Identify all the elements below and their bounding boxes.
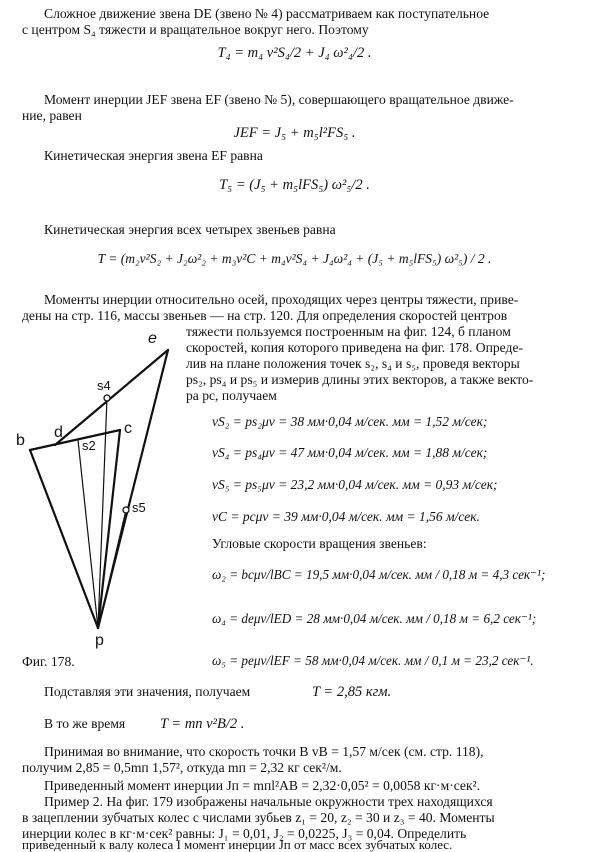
- formula-t5: T₅ = (J₅ + m₅lFS₅) ω²₅/2 .: [219, 177, 370, 193]
- text-line: Моменты инерции относительно осей, проходящих через центры тяжести, приве-: [44, 292, 519, 307]
- label-b: b: [16, 432, 25, 449]
- text-line: инерции колес в кг·м·сек² равны: J₁ = 0,01, J₂ = 0,0225, J₃ = 0,04. Определить: [22, 826, 467, 841]
- text-line: Сложное движение звена DE (звено № 4) рассматриваем как поступательное: [44, 6, 490, 21]
- text-line: Угловые скорости вращения звеньев:: [212, 536, 427, 551]
- text-line: Кинетическая энергия всех четырех звеньев равна: [44, 222, 336, 237]
- text-line: тяжести пользуемся построенным на фиг. 124, б планом: [186, 324, 511, 339]
- formula-vs2: vS₂ = ps₂μv = 38 мм·0,04 м/сек. мм = 1,52 м/сек;: [212, 414, 488, 429]
- formula-t4: T₄ = m₄ v²S₄/2 + J₄ ω²₄/2 .: [217, 45, 372, 61]
- text-line: Приведенный момент инерции Jп = mпl²AB = 2,32·0,05² = 0,0058 кг·м·сек².: [44, 778, 481, 793]
- formula-vs5: vS₅ = ps₅μv = 23,2 мм·0,04 м/сек. мм = 0,93 м/сек;: [212, 477, 498, 492]
- text-line: ние, равен: [22, 108, 82, 123]
- text-line: приведенный к валу колеса I момент инерции Jп от масс всех зубчатых колес.: [22, 837, 453, 852]
- text-line: Пример 2. На фиг. 179 изображены начальные окружности трех находящихся: [44, 794, 493, 809]
- formula-t-mp: T = mп v²B/2 .: [160, 716, 245, 732]
- text-line: В то же время: [44, 716, 126, 731]
- label-s4: s4: [97, 378, 111, 393]
- text-line: получим 2,85 = 0,5mп 1,57², откуда mп = 2,32 кг сек²/м.: [22, 760, 342, 775]
- text-line: дены на стр. 116, массы звеньев — на стр. 120. Для определения скоростей центров: [22, 308, 508, 323]
- formula-omega5: ω₅ = peμv/lEF = 58 мм·0,04 м/сек. мм / 0,1 м = 23,2 сек⁻¹.: [212, 653, 534, 668]
- text-line: скоростей, копия которого приведена на фиг. 178. Опреде-: [186, 340, 524, 355]
- text-line: Момент инерции JEF звена EF (звено № 5), совершающего вращательное движе-: [44, 92, 514, 107]
- formula-t-value: T = 2,85 кгм.: [312, 684, 392, 700]
- label-s5: s5: [132, 500, 146, 515]
- text-line: Подставляя эти значения, получаем: [44, 684, 251, 699]
- formula-vc: vC = pcμv = 39 мм·0,04 м/сек. мм = 1,56 м/сек.: [212, 509, 480, 524]
- formula-omega2: ω₂ = bcμv/lBC = 19,5 мм·0,04 м/сек. мм / 0,18 м = 4,3 сек⁻¹;: [212, 567, 546, 582]
- line-pb: [30, 450, 98, 628]
- formula-omega4: ω₄ = deμv/lED = 28 мм·0,04 м/сек. мм / 0,18 м = 6,2 сек⁻¹;: [212, 611, 537, 626]
- text-line: лив на плане положения точек s₂, s₄ и s₅, проведя векторы: [186, 356, 520, 371]
- text-line: Принимая во внимание, что скорость точки B vB = 1,57 м/сек (см. стр. 118),: [44, 744, 484, 759]
- text-line: ps₂, ps₄ и ps₅ и измерив длины этих векторов, а также векто-: [186, 372, 534, 387]
- line-bc: [30, 430, 120, 450]
- point-s4: [104, 395, 110, 401]
- formula-jef: JEF = J₅ + m₅l²FS₅ .: [233, 125, 356, 141]
- line-de: [55, 350, 168, 445]
- label-d: d: [54, 424, 63, 441]
- label-s2: s2: [82, 438, 96, 453]
- text-line: с центром S₄ тяжести и вращательное вокруг него. Поэтому: [22, 22, 369, 37]
- text-line: ра pc, получаем: [186, 388, 277, 403]
- label-p: p: [95, 632, 104, 649]
- formula-vs4: vS₄ = ps₄μv = 47 мм·0,04 м/сек. мм = 1,88 м/сек;: [212, 445, 488, 460]
- point-s5: [123, 507, 129, 513]
- text-line: Кинетическая энергия звена EF равна: [44, 148, 263, 163]
- label-e: e: [148, 330, 157, 347]
- label-c: c: [124, 420, 132, 437]
- figure-caption: Фиг. 178.: [22, 654, 75, 669]
- text-line: в зацеплении зубчатых колес с числами зубьев z₁ = 20, z₂ = 30 и z₃ = 40. Моменты: [22, 810, 495, 825]
- formula-t: T = (m₂v²S₂ + J₂ω²₂ + m₃v²C + m₄v²S₄ + J₄ω²₄ + (J₅ + m₅lFS₅) ω²₅) / 2 .: [97, 251, 492, 266]
